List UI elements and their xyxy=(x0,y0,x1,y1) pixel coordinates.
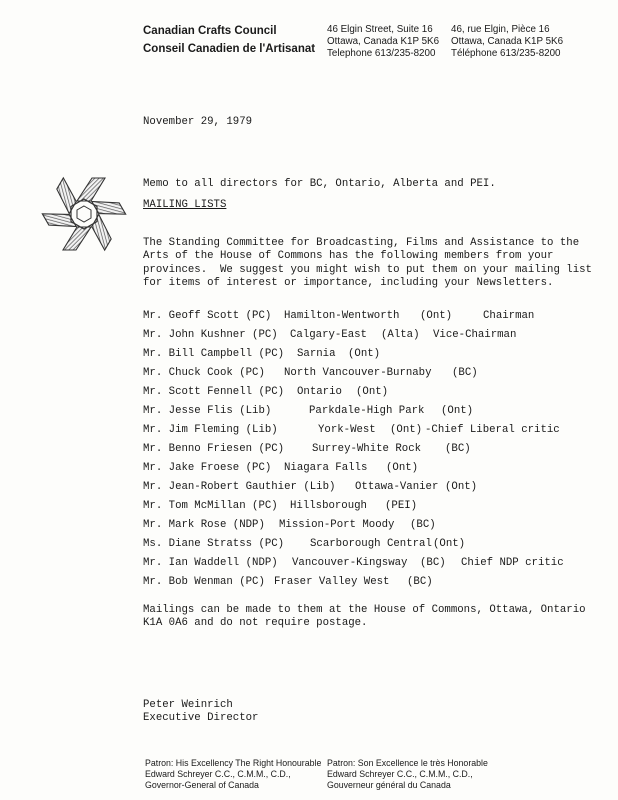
member-riding: Fraser Valley West xyxy=(274,576,390,588)
member-riding: Ontario xyxy=(297,386,342,398)
member-province: (PEI) xyxy=(385,500,418,512)
address-line: Téléphone 613/235-8200 xyxy=(451,48,561,59)
member-province: (BC) xyxy=(410,519,436,531)
patron-line: Edward Schreyer C.C., C.M.M., C.D., xyxy=(145,769,291,779)
member-row xyxy=(143,386,583,400)
address-line: Ottawa, Canada K1P 5K6 xyxy=(327,36,440,47)
member-riding: Mission-Port Moody xyxy=(279,519,395,531)
member-riding: Surrey-White Rock xyxy=(312,443,422,455)
member-row xyxy=(143,576,583,590)
address-line: Telephone 613/235-8200 xyxy=(327,48,436,59)
member-note: Chief NDP critic xyxy=(461,557,564,569)
address-line: Ottawa, Canada K1P 5K6 xyxy=(451,36,564,47)
member-province: (Ont) xyxy=(356,386,389,398)
member-riding: Vancouver-Kingsway xyxy=(292,557,408,569)
patron-line: Patron: Son Excellence le très Honorable xyxy=(327,758,488,768)
patron-french xyxy=(327,758,488,791)
paragraph-line: for items of interest or importance, including your Newsletters. xyxy=(143,276,554,289)
member-name: Mr. Bob Wenman (PC) xyxy=(143,576,265,588)
member-name: Mr. Jim Fleming (Lib) xyxy=(143,424,278,436)
member-name: Mr. Chuck Cook (PC) xyxy=(143,367,265,379)
member-name: Mr. Geoff Scott (PC) xyxy=(143,310,272,322)
signature-title: Executive Director xyxy=(143,712,259,725)
member-province: (BC) xyxy=(452,367,478,379)
member-riding: North Vancouver-Burnaby xyxy=(284,367,432,379)
member-province: (BC) xyxy=(445,443,471,455)
org-name-english: Canadian Crafts Council xyxy=(143,25,277,37)
address-french xyxy=(451,24,563,60)
member-riding: Calgary-East xyxy=(290,329,367,341)
member-name: Mr. Tom McMillan (PC) xyxy=(143,500,278,512)
member-province: (BC) xyxy=(420,557,446,569)
member-name: Mr. Benno Friesen (PC) xyxy=(143,443,285,455)
org-name-french: Conseil Canadien de l'Artisanat xyxy=(143,43,316,55)
member-province: (Ont) xyxy=(445,481,478,493)
address-line: 46, rue Elgin, Pièce 16 xyxy=(451,24,550,35)
member-riding: Ottawa-Vanier xyxy=(355,481,439,493)
member-row xyxy=(143,405,583,419)
member-row xyxy=(143,424,583,438)
paragraph-line: K1A 0A6 and do not require postage. xyxy=(143,617,368,630)
paragraph-line: The Standing Committee for Broadcasting, Films and Assistance to the xyxy=(143,237,580,249)
member-row xyxy=(143,367,583,381)
member-note: -Chief Liberal critic xyxy=(425,424,560,436)
member-name: Mr. John Kushner (PC) xyxy=(143,329,278,341)
member-row xyxy=(143,481,583,495)
member-row xyxy=(143,557,603,571)
member-name: Mr. Scott Fennell (PC) xyxy=(143,386,285,398)
member-row xyxy=(143,462,583,476)
member-row xyxy=(143,519,583,533)
member-note: Vice-Chairman xyxy=(433,329,517,341)
address-line: 46 Elgin Street, Suite 16 xyxy=(327,24,433,35)
member-row xyxy=(143,538,583,552)
member-province: (Ont) xyxy=(433,538,466,550)
closing-paragraph xyxy=(143,604,586,631)
letter-date: November 29, 1979 xyxy=(143,116,253,128)
member-name: Mr. Bill Campbell (PC) xyxy=(143,348,285,360)
memo-subject: Memo to all directors for BC, Ontario, Alberta and PEI. xyxy=(143,178,496,190)
member-riding: Hamilton-Wentworth xyxy=(284,310,400,322)
address-english xyxy=(327,24,439,60)
member-row xyxy=(143,500,583,514)
member-row xyxy=(143,310,583,324)
member-riding: Parkdale-High Park xyxy=(309,405,425,417)
member-name: Mr. Jake Froese (PC) xyxy=(143,462,272,474)
member-province: (Alta) xyxy=(381,329,420,341)
member-province: (BC) xyxy=(407,576,433,588)
member-row xyxy=(143,443,583,457)
member-province: (Ont) xyxy=(441,405,474,417)
member-row xyxy=(143,348,583,362)
member-province: (Ont) xyxy=(420,310,453,322)
patron-line: Patron: His Excellency The Right Honourable xyxy=(145,758,322,768)
member-name: Mr. Jean-Robert Gauthier (Lib) xyxy=(143,481,336,493)
paragraph-line: provinces. We suggest you might wish to put them on your mailing list xyxy=(143,263,592,276)
member-province: (Ont) xyxy=(386,462,419,474)
patron-line: Gouverneur général du Canada xyxy=(327,780,451,790)
member-name: Mr. Mark Rose (NDP) xyxy=(143,519,265,531)
member-province: (Ont) xyxy=(348,348,381,360)
signature-name: Peter Weinrich xyxy=(143,699,233,711)
member-province: (Ont) xyxy=(390,424,423,436)
member-riding: York-West xyxy=(318,424,376,436)
member-name: Mr. Jesse Flis (Lib) xyxy=(143,405,272,417)
patron-line: Governor-General of Canada xyxy=(145,780,259,790)
signature-block xyxy=(143,699,258,726)
intro-paragraph xyxy=(143,237,592,290)
member-row xyxy=(143,329,583,343)
patron-english xyxy=(145,758,321,791)
member-name: Mr. Ian Waddell (NDP) xyxy=(143,557,278,569)
paragraph-line: Arts of the House of Commons has the following members from your xyxy=(143,250,554,263)
crafts-council-logo-icon xyxy=(40,170,128,258)
member-riding: Niagara Falls xyxy=(284,462,368,474)
member-note: Chairman xyxy=(483,310,535,322)
section-heading: MAILING LISTS xyxy=(143,199,227,211)
patron-line: Edward Schreyer C.C., C.M.M., C.D., xyxy=(327,769,473,779)
member-name: Ms. Diane Stratss (PC) xyxy=(143,538,285,550)
member-riding: Hillsborough xyxy=(290,500,367,512)
member-riding: Scarborough Central xyxy=(310,538,432,550)
member-riding: Sarnia xyxy=(297,348,336,360)
paragraph-line: Mailings can be made to them at the House of Commons, Ottawa, Ontario xyxy=(143,604,586,616)
